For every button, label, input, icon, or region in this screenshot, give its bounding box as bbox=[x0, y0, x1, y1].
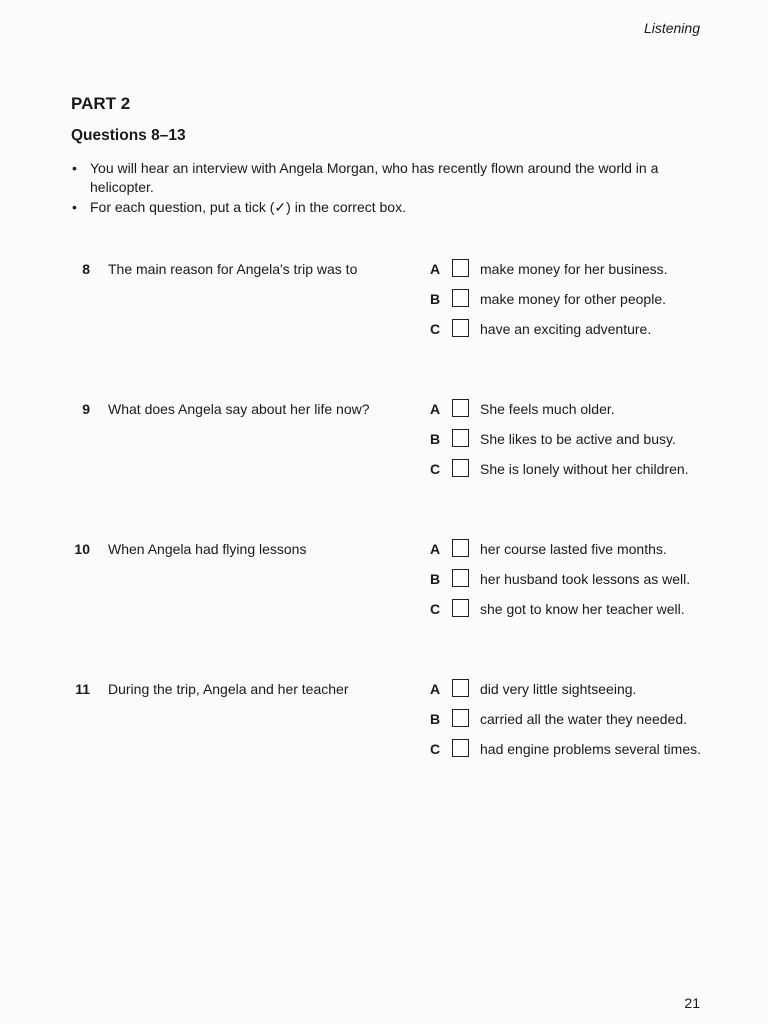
option-text: make money for her business. bbox=[480, 261, 668, 277]
question-10 bbox=[0, 541, 768, 641]
instructions-list bbox=[71, 159, 721, 218]
answer-checkbox[interactable] bbox=[452, 709, 469, 727]
option-letter: C bbox=[430, 601, 441, 617]
option-letter: A bbox=[430, 681, 441, 697]
instruction-item bbox=[71, 159, 721, 197]
answer-checkbox[interactable] bbox=[452, 459, 469, 477]
answer-checkbox[interactable] bbox=[452, 739, 469, 757]
question-8 bbox=[0, 261, 768, 361]
option-c bbox=[430, 321, 750, 341]
option-letter: C bbox=[430, 321, 441, 337]
option-b bbox=[430, 711, 750, 731]
option-a bbox=[430, 261, 750, 281]
option-letter: B bbox=[430, 431, 441, 447]
option-text: make money for other people. bbox=[480, 291, 666, 307]
instruction-text: You will hear an interview with Angela Morgan, who has recently flown around the world in a helicopter. bbox=[90, 160, 659, 195]
answer-checkbox[interactable] bbox=[452, 599, 469, 617]
question-stem: What does Angela say about her life now? bbox=[108, 401, 370, 417]
option-text: She is lonely without her children. bbox=[480, 461, 689, 477]
question-stem: During the trip, Angela and her teacher bbox=[108, 681, 349, 697]
option-letter: C bbox=[430, 741, 441, 757]
option-letter: B bbox=[430, 291, 441, 307]
answer-checkbox[interactable] bbox=[452, 259, 469, 277]
question-stem: When Angela had flying lessons bbox=[108, 541, 307, 557]
option-b bbox=[430, 291, 750, 311]
answer-checkbox[interactable] bbox=[452, 319, 469, 337]
option-a bbox=[430, 681, 750, 701]
option-text: She likes to be active and busy. bbox=[480, 431, 676, 447]
option-text: her course lasted five months. bbox=[480, 541, 667, 557]
bullet-icon: • bbox=[72, 160, 77, 176]
question-number: 8 bbox=[82, 261, 90, 277]
bullet-icon: • bbox=[72, 199, 77, 215]
option-letter: B bbox=[430, 711, 441, 727]
option-letter: C bbox=[430, 461, 441, 477]
option-text: had engine problems several times. bbox=[480, 741, 702, 757]
answer-checkbox[interactable] bbox=[452, 429, 469, 447]
question-11 bbox=[0, 681, 768, 781]
answer-checkbox[interactable] bbox=[452, 289, 469, 307]
option-a bbox=[430, 401, 750, 421]
running-head: Listening bbox=[643, 20, 700, 36]
answer-checkbox[interactable] bbox=[452, 569, 469, 587]
question-number: 11 bbox=[75, 681, 90, 697]
option-letter: A bbox=[430, 261, 441, 277]
instruction-item bbox=[71, 198, 721, 217]
option-b bbox=[430, 571, 750, 591]
page-number: 21 bbox=[684, 995, 700, 1011]
questions-heading: Questions 8–13 bbox=[71, 127, 186, 144]
instruction-text: For each question, put a tick (✓) in the correct box. bbox=[90, 199, 406, 215]
question-number: 9 bbox=[82, 401, 90, 417]
answer-checkbox[interactable] bbox=[452, 679, 469, 697]
option-text: she got to know her teacher well. bbox=[480, 601, 685, 617]
option-text: She feels much older. bbox=[480, 401, 615, 417]
option-c bbox=[430, 741, 750, 761]
option-text: her husband took lessons as well. bbox=[480, 571, 691, 587]
option-letter: A bbox=[430, 401, 441, 417]
option-c bbox=[430, 461, 750, 481]
option-a bbox=[430, 541, 750, 561]
option-letter: B bbox=[430, 571, 441, 587]
question-number: 10 bbox=[74, 541, 90, 557]
question-stem: The main reason for Angela's trip was to bbox=[108, 261, 358, 277]
option-b bbox=[430, 431, 750, 451]
option-letter: A bbox=[430, 541, 441, 557]
answer-checkbox[interactable] bbox=[452, 399, 469, 417]
part-heading: PART 2 bbox=[71, 94, 131, 113]
option-text: carried all the water they needed. bbox=[480, 711, 688, 727]
option-text: have an exciting adventure. bbox=[480, 321, 652, 337]
question-9 bbox=[0, 401, 768, 501]
option-c bbox=[430, 601, 750, 621]
option-text: did very little sightseeing. bbox=[480, 681, 637, 697]
answer-checkbox[interactable] bbox=[452, 539, 469, 557]
